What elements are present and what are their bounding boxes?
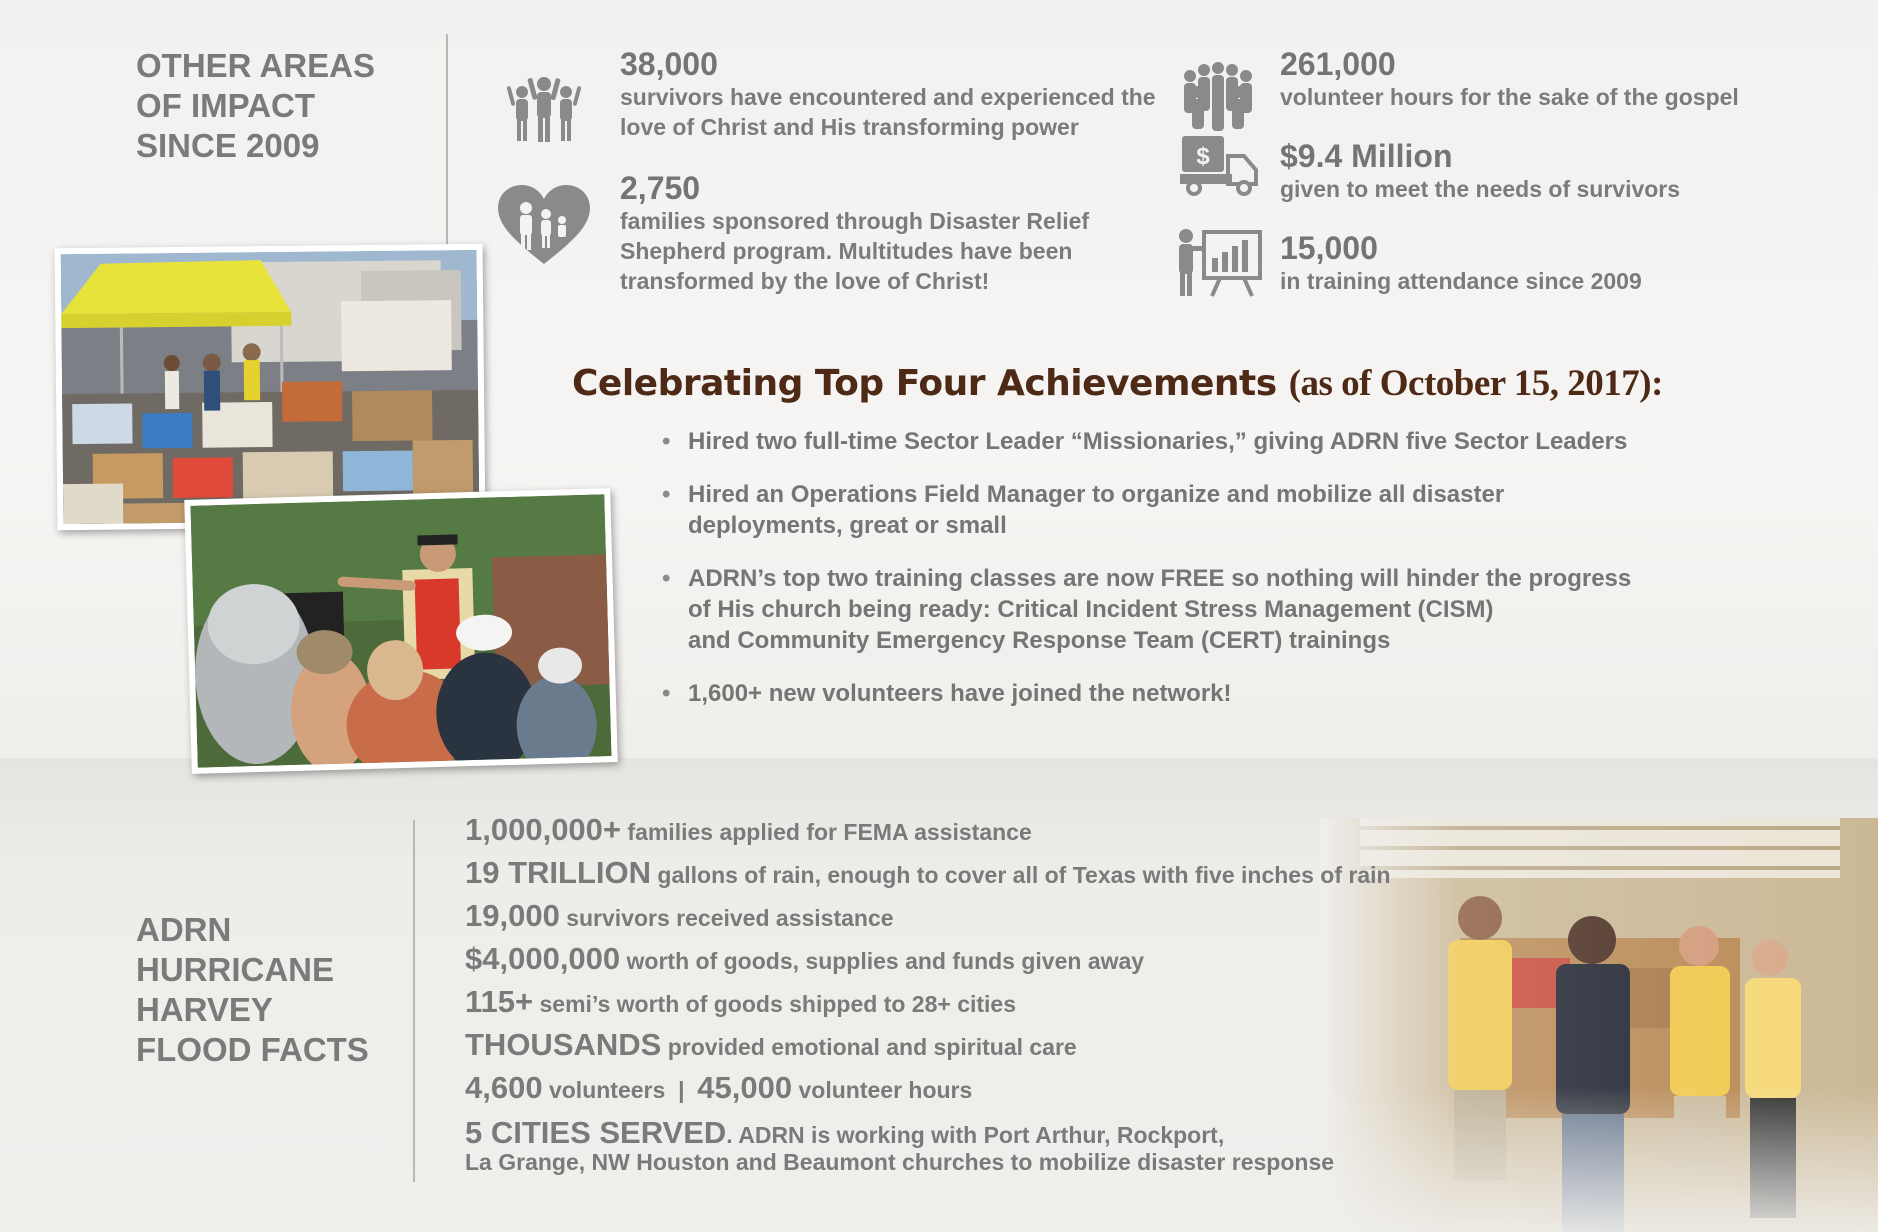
fact-figure: 5 CITIES SERVED bbox=[465, 1115, 727, 1150]
bullet-line: • 1,600+ new volunteers have joined the network! bbox=[688, 680, 1232, 707]
stat-description: families sponsored through Disaster Relief bbox=[620, 208, 1090, 234]
photo-relief-team bbox=[1320, 818, 1878, 1232]
stat-description: volunteer hours for the sake of the gospel bbox=[1280, 84, 1739, 110]
fact-figure: THOUSANDS bbox=[465, 1027, 662, 1062]
harvey-divider bbox=[413, 820, 415, 1182]
fact-row bbox=[465, 855, 1391, 891]
list-item bbox=[662, 479, 1752, 541]
harvey-heading-line: HARVEY bbox=[136, 991, 273, 1028]
bullet-line: • ADRN’s top two training classes are now FREE so nothing will hinder the progress bbox=[688, 565, 1632, 592]
fact-figure: 4,600 bbox=[465, 1070, 543, 1105]
fact-figure: 19 TRILLION bbox=[465, 855, 652, 890]
fact-text: survivors received assistance bbox=[559, 905, 894, 931]
stat-survivors bbox=[620, 46, 1156, 142]
stat-money-given bbox=[1280, 138, 1680, 204]
impact-divider bbox=[446, 34, 448, 244]
bullet-line: • Hired an Operations Field Manager to organize and mobilize all disaster bbox=[688, 481, 1505, 508]
fact-figure: 45,000 bbox=[697, 1070, 793, 1105]
stat-number: 38,000 bbox=[620, 46, 718, 82]
achievements-title bbox=[572, 362, 1663, 405]
impact-heading-line: OTHER AREAS bbox=[136, 47, 375, 84]
fact-row bbox=[465, 1070, 972, 1106]
stat-number: $9.4 Million bbox=[1280, 138, 1453, 174]
bullet-line: • Hired two full-time Sector Leader “Missionaries,” giving ADRN five Sector Leaders bbox=[688, 428, 1628, 455]
fact-row bbox=[465, 1115, 1334, 1176]
people-group-icon bbox=[504, 74, 584, 146]
stat-number: 2,750 bbox=[620, 170, 701, 206]
impact-heading-line: SINCE 2009 bbox=[136, 127, 320, 164]
list-item bbox=[662, 678, 1752, 709]
heart-family-icon bbox=[496, 184, 592, 266]
stat-description: love of Christ and His transforming power bbox=[620, 114, 1079, 140]
bullet-line: of His church being ready: Critical Incident Stress Management (CISM) bbox=[688, 596, 1494, 623]
stat-number: 15,000 bbox=[1280, 230, 1378, 266]
stat-volunteer-hours bbox=[1280, 46, 1739, 112]
fact-text: volunteers | bbox=[542, 1077, 698, 1103]
money-truck-icon bbox=[1178, 134, 1260, 196]
stat-description: in training attendance since 2009 bbox=[1280, 268, 1642, 294]
fact-row bbox=[465, 984, 1016, 1020]
fact-figure: 19,000 bbox=[465, 898, 560, 933]
fact-text: worth of goods, supplies and funds given away bbox=[620, 948, 1145, 974]
stat-number: 261,000 bbox=[1280, 46, 1396, 82]
fact-row bbox=[465, 941, 1144, 977]
bullet-line: and Community Emergency Response Team (CERT) trainings bbox=[688, 627, 1391, 654]
achievements-title-main: Celebrating Top Four Achievements bbox=[572, 363, 1277, 404]
bullet-line: deployments, great or small bbox=[688, 512, 1007, 539]
photo-donation-tents bbox=[55, 244, 486, 530]
stat-description: Shepherd program. Multitudes have been bbox=[620, 238, 1073, 264]
fact-figure: $4,000,000 bbox=[465, 941, 621, 976]
impact-heading-line: OF IMPACT bbox=[136, 87, 316, 124]
fact-text: La Grange, NW Houston and Beaumont churches to mobilize disaster response bbox=[465, 1149, 1335, 1175]
fact-text: families applied for FEMA assistance bbox=[621, 819, 1032, 845]
fact-text: . ADRN is working with Port Arthur, Rockport, bbox=[726, 1122, 1225, 1148]
fact-figure: 115+ bbox=[465, 984, 534, 1019]
stat-description: given to meet the needs of survivors bbox=[1280, 176, 1681, 202]
harvey-heading-line: ADRN bbox=[136, 911, 232, 948]
fact-figure: 1,000,000+ bbox=[465, 812, 622, 847]
fact-row bbox=[465, 898, 894, 934]
fact-text: volunteer hours bbox=[792, 1077, 973, 1103]
fact-text: semi’s worth of goods shipped to 28+ cities bbox=[533, 991, 1017, 1017]
stat-training bbox=[1280, 230, 1642, 296]
stat-description: survivors have encountered and experienced the bbox=[620, 84, 1156, 110]
harvey-heading bbox=[136, 910, 369, 1070]
presentation-icon bbox=[1174, 226, 1264, 298]
stat-description: transformed by the love of Christ! bbox=[620, 268, 990, 294]
achievements-title-date: (as of October 15, 2017): bbox=[1288, 363, 1663, 404]
fact-text: provided emotional and spiritual care bbox=[661, 1034, 1077, 1060]
svg-text:$: $ bbox=[1196, 143, 1210, 170]
list-item bbox=[662, 563, 1752, 656]
achievements-list bbox=[662, 426, 1752, 709]
harvey-heading-line: HURRICANE bbox=[136, 951, 334, 988]
crowd-icon bbox=[1176, 62, 1260, 132]
impact-heading bbox=[136, 46, 375, 166]
fact-text: gallons of rain, enough to cover all of Texas with five inches of rain bbox=[651, 862, 1391, 888]
harvey-heading-line: FLOOD FACTS bbox=[136, 1031, 369, 1068]
fact-row bbox=[465, 812, 1032, 848]
fact-row bbox=[465, 1027, 1077, 1063]
list-item bbox=[662, 426, 1752, 457]
stat-families bbox=[620, 170, 1089, 296]
photo-volunteer-briefing bbox=[184, 488, 617, 774]
